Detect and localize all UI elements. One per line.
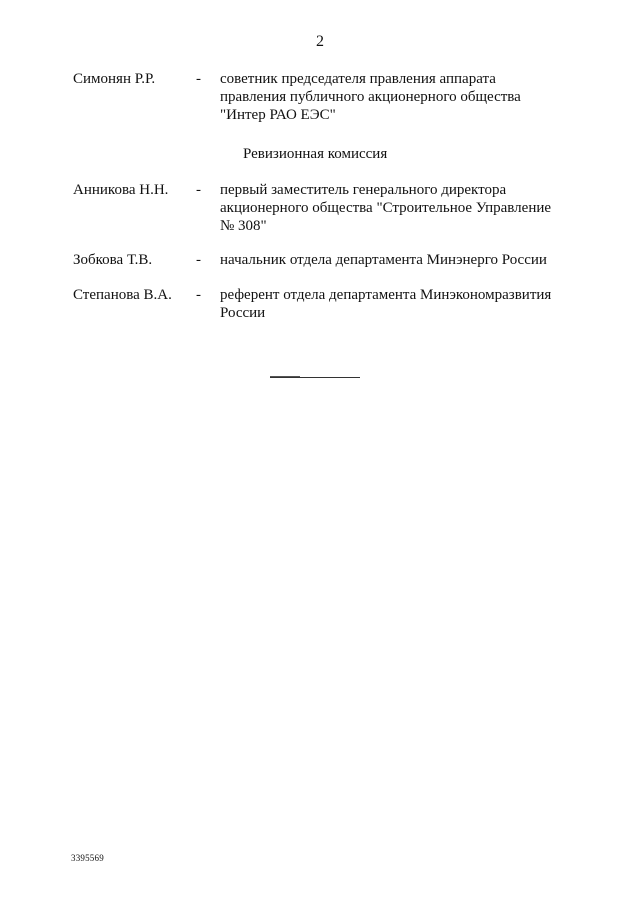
member-name: Анникова Н.Н. <box>73 182 169 198</box>
position-line: России <box>220 305 266 321</box>
position-line: "Интер РАО ЕЭС" <box>220 107 336 123</box>
member-position <box>220 181 565 235</box>
member-name: Степанова В.А. <box>73 287 172 303</box>
position-line: акционерного общества "Строительное Управление <box>220 200 552 216</box>
member-name: Зобкова Т.В. <box>73 252 153 268</box>
document-code: 3395569 <box>71 853 104 863</box>
position-line: начальник отдела департамента Минэнерго России <box>220 252 547 268</box>
dash-separator: - <box>196 252 201 268</box>
member-position <box>220 251 565 269</box>
position-line: референт отдела департамента Минэкономразвития <box>220 287 552 303</box>
dash-separator: - <box>196 182 201 198</box>
position-line: правления публичного акционерного общества <box>220 89 521 105</box>
section-heading: Ревизионная комиссия <box>243 146 388 162</box>
position-line: советник председателя правления аппарата <box>220 71 496 87</box>
dash-separator: - <box>196 287 201 303</box>
member-name: Симонян Р.Р. <box>73 71 156 87</box>
end-divider-accent <box>270 376 300 377</box>
position-line: № 308" <box>220 218 267 234</box>
member-position <box>220 286 565 322</box>
dash-separator: - <box>196 71 201 87</box>
position-line: первый заместитель генерального директора <box>220 182 507 198</box>
member-position <box>220 70 565 124</box>
page-number: 2 <box>316 33 324 50</box>
end-divider <box>270 377 360 378</box>
